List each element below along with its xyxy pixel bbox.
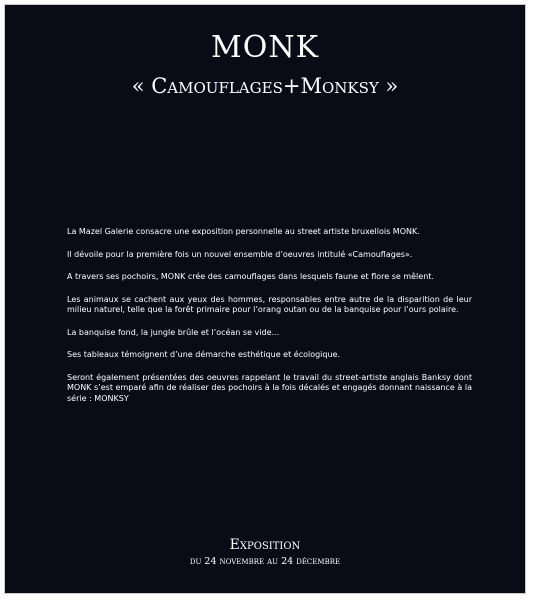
paragraph: Ses tableaux témoignent d’une démarche esthétique et écologique.	[67, 350, 341, 359]
exposition-dates: du 24 novembre au 24 décembre	[189, 556, 341, 567]
paragraph: Les animaux se cachent aux yeux des hommes, responsables entre autre de la disparition de leur milieu naturel, telle que la forêt primaire pour l’orang outan ou de la banquise pour l’ours polaire.	[67, 294, 472, 314]
description-text	[67, 227, 472, 416]
paragraph: A travers ses pochoirs, MONK crée des camouflages dans lesquels faune et flore se mêlent.	[67, 272, 434, 281]
exhibition-subtitle: « Camouflages+Monksy »	[131, 74, 399, 98]
page-title: MONK	[211, 30, 319, 65]
paragraph: La Mazel Galerie consacre une exposition personnelle au street artiste bruxellois MONK.	[67, 227, 420, 236]
poster	[4, 4, 526, 594]
paragraph: Seront également présentées des oeuvres rappelant le travail du street-artiste anglais Banksy dont MONK s’est emparé afin de réaliser des pochoirs à la fois décalés et engagés donnant naissance à la série : MONKSY	[67, 372, 472, 403]
paragraph: La banquise fond, la jungle brûle et l’océan se vide...	[67, 327, 280, 337]
exposition-heading: Exposition	[229, 537, 301, 553]
paragraph: Il dévoile pour la première fois un nouvel ensemble d’oeuvres intitulé «Camouflages».	[67, 249, 413, 259]
